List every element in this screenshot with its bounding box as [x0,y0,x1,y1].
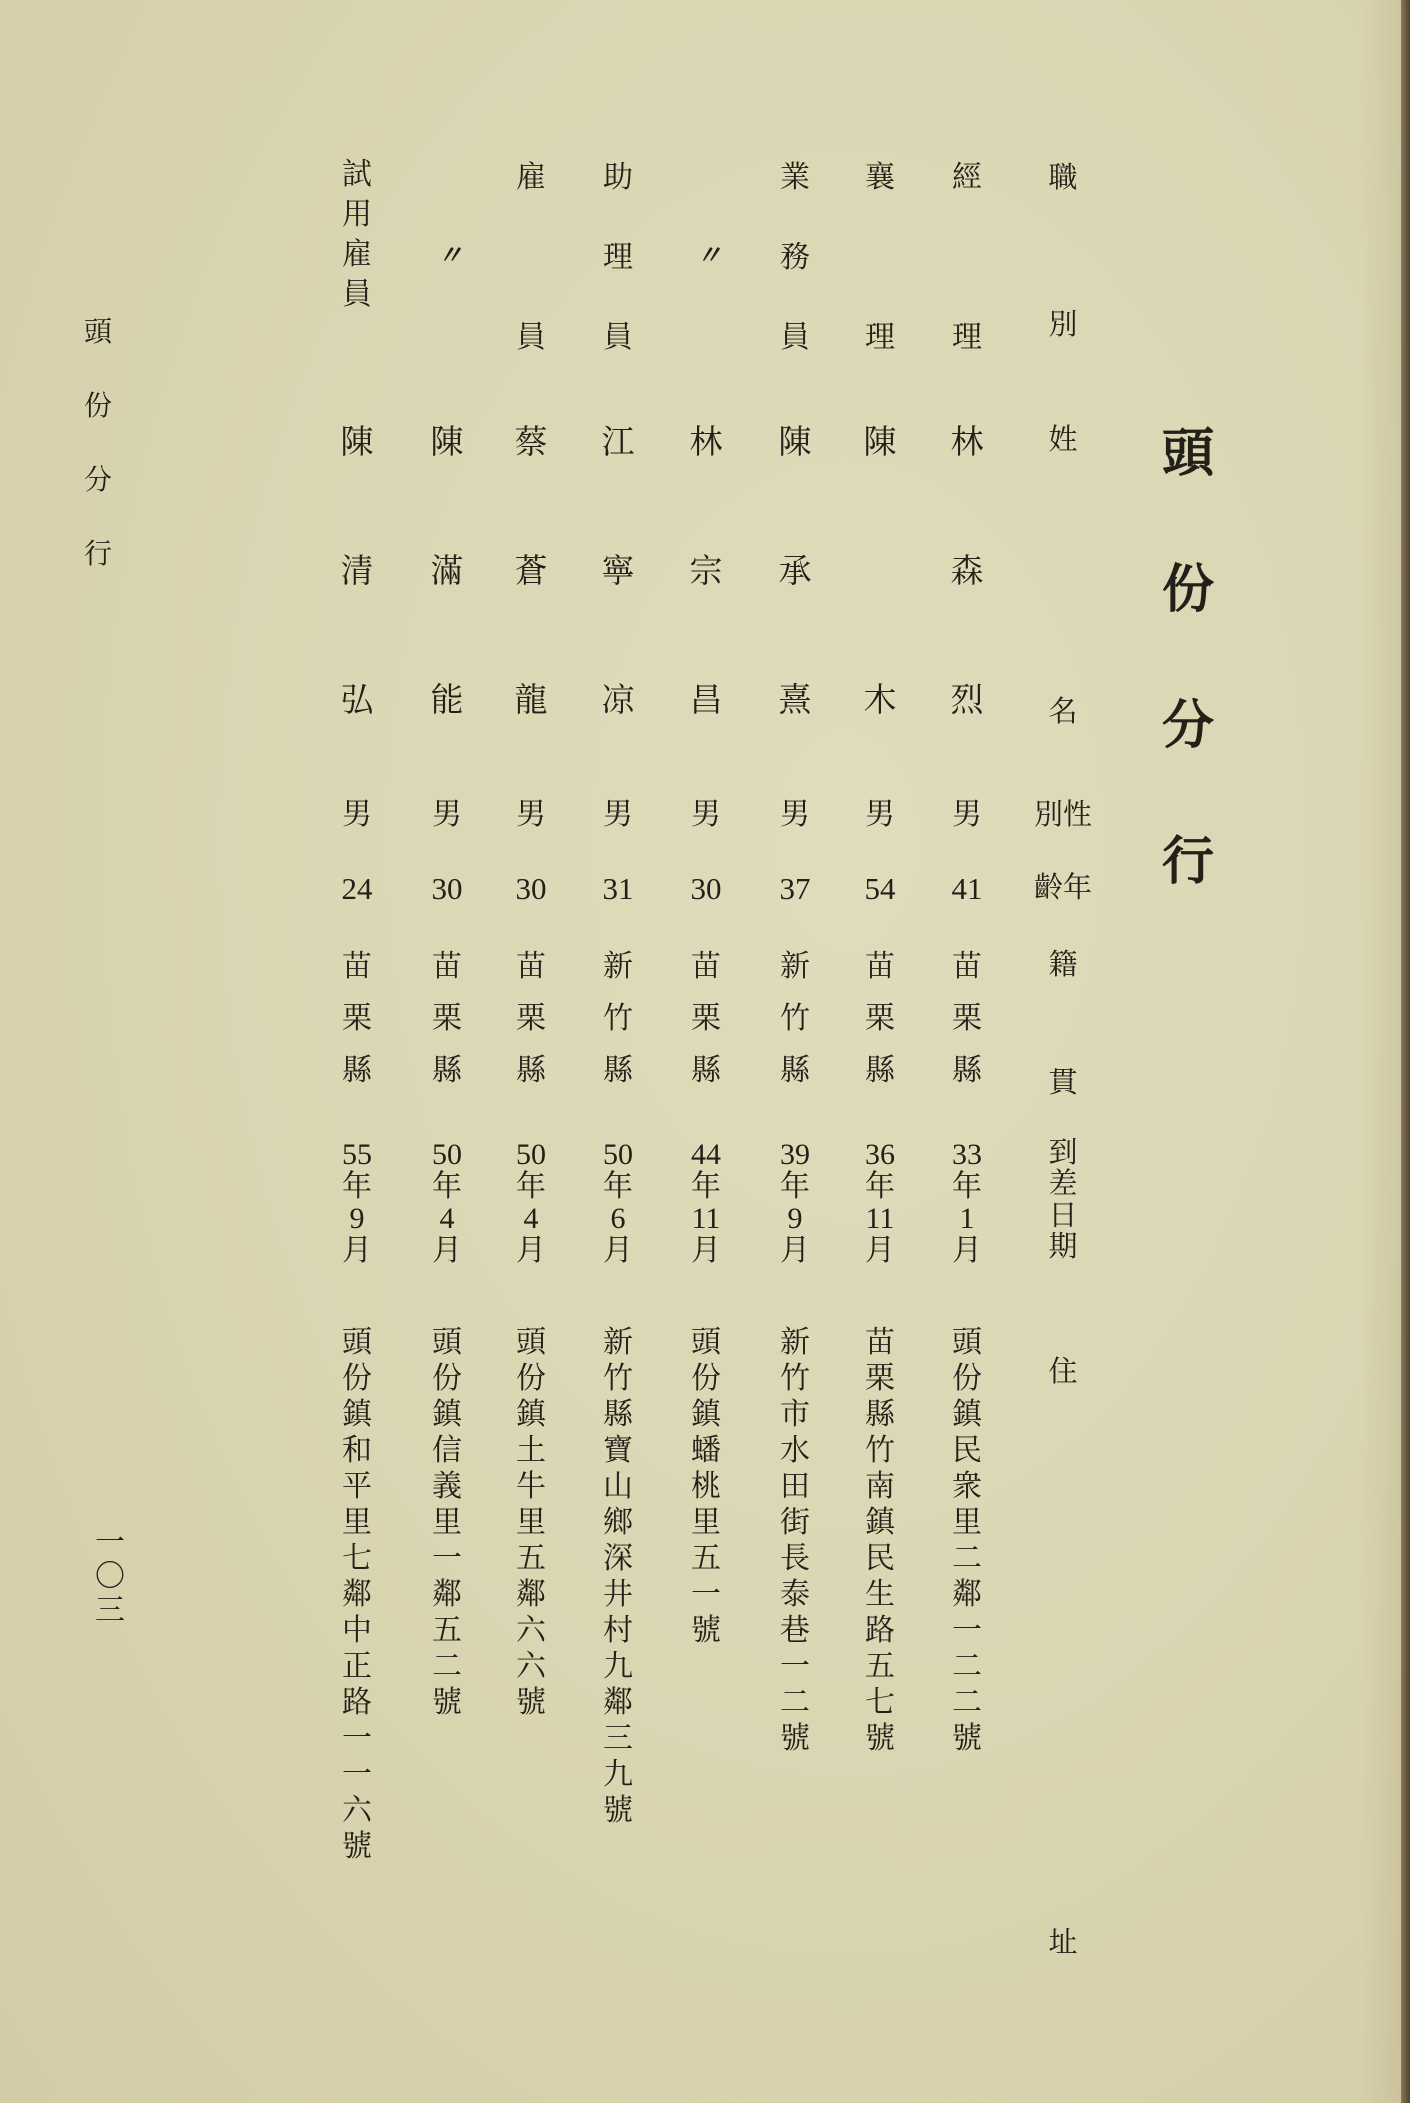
sex [432,800,462,830]
arrival-date-char: 11 [691,1202,721,1235]
address-char: 苗 [865,1325,895,1360]
age-char: 54 [864,871,896,906]
role [780,160,810,403]
arrival-date-char: 36 [865,1138,895,1171]
address-char: 鎮 [691,1397,721,1432]
address-char: 二 [952,1649,982,1684]
sex [603,800,633,830]
address-char: 竹 [865,1433,895,1468]
address-char: 鎮 [432,1397,462,1432]
origin-char: 縣 [780,1053,810,1088]
sex-char: 男 [691,798,721,831]
arrival-date [780,1140,810,1268]
role [952,160,982,403]
address-char: 號 [432,1685,462,1720]
address [432,1325,462,1724]
role [342,157,372,320]
arrival-date [516,1140,546,1268]
page-gutter-shadow [1361,0,1401,2103]
address-char: 蟠 [691,1433,721,1468]
role-char: 員 [342,277,372,312]
address-char: 二 [780,1685,810,1720]
role-char: 理 [952,320,982,355]
address-char: 深 [603,1541,633,1576]
address-char: 正 [342,1649,372,1684]
origin-char: 苗 [516,949,546,984]
arrival-date-char: 月 [780,1234,810,1267]
address-char: 民 [865,1541,895,1576]
address-char: 鄰 [432,1577,462,1612]
header-name-1: 姓 [1048,422,1078,456]
address-char: 水 [780,1433,810,1468]
header-role-2: 別 [1048,307,1078,341]
title-char: 分 [1161,695,1215,756]
address-char: 市 [780,1397,810,1432]
sex [516,800,546,830]
sex-char: 男 [780,798,810,831]
sex [691,800,721,830]
header-name-2: 名 [1048,694,1078,728]
address-char: 里 [952,1505,982,1540]
running-head-char: 頭 [83,315,113,348]
arrival-date-char: 年 [780,1170,810,1203]
role-char: 試 [342,157,372,192]
origin-char: 栗 [691,1001,721,1036]
address [952,1325,982,1760]
arrival-date-char: 9 [349,1202,365,1235]
role-char: 員 [603,320,633,355]
page-number-char: 一 [95,1525,125,1560]
address-char: 鄰 [603,1685,633,1720]
name-char: 弘 [340,680,374,719]
page-title [1161,423,1215,972]
origin-char: 縣 [952,1053,982,1088]
address-char: 三 [603,1721,633,1756]
arrival-date-char: 月 [432,1234,462,1267]
sex-char: 男 [952,798,982,831]
address-char: 竹 [603,1361,633,1396]
title-char: 頭 [1161,423,1215,484]
arrival-date-char: 月 [603,1234,633,1267]
sex [342,800,372,830]
address-char: 南 [865,1469,895,1504]
arrival-date-char: 50 [603,1138,633,1171]
address-char: 路 [342,1685,372,1720]
address-char: 巷 [780,1613,810,1648]
name [689,422,723,812]
arrival-date-char: 月 [342,1234,372,1267]
address [865,1325,895,1760]
address-char: 新 [603,1325,633,1360]
name-char: 熹 [778,680,812,719]
origin-char: 栗 [952,1001,982,1036]
sex [865,800,895,830]
arrival-date-char: 9 [787,1202,803,1235]
origin-char: 苗 [342,949,372,984]
address-char: 五 [865,1649,895,1684]
address-char: 頭 [691,1325,721,1360]
age-char: 24 [341,871,373,906]
address-char: 一 [780,1649,810,1684]
address-char: 路 [865,1613,895,1648]
name-char: 蒼 [514,551,548,590]
arrival-date-char: 月 [516,1234,546,1267]
arrival-date-char: 年 [342,1170,372,1203]
arrival-date-char: 44 [691,1138,721,1171]
address-char: 牛 [516,1469,546,1504]
address-char: 鎮 [516,1397,546,1432]
role-char: 業 [780,160,810,195]
address-char: 號 [342,1829,372,1864]
role [603,160,633,403]
origin [603,949,633,1108]
address-char: 義 [432,1469,462,1504]
address-char: 長 [780,1541,810,1576]
age-char: 30 [431,871,463,906]
address-char: 山 [603,1469,633,1504]
address-char: 一 [432,1541,462,1576]
title-char: 行 [1161,831,1215,892]
arrival-date-char: 6 [610,1202,626,1235]
arrival-date [342,1140,372,1268]
origin-char: 苗 [952,949,982,984]
address-char: 鎮 [952,1397,982,1432]
arrival-date [432,1140,462,1268]
name-char: 陳 [430,422,464,461]
address-char: 頭 [952,1325,982,1360]
address-char: 七 [342,1541,372,1576]
role [432,163,462,399]
arrival-date [952,1140,982,1268]
header-arrival-date: 到 差 日 期 [1048,1135,1078,1263]
age [603,873,634,904]
name [950,422,984,812]
address-char: 信 [432,1433,462,1468]
origin-char: 縣 [432,1053,462,1088]
header-address-2: 址 [1048,1925,1078,1959]
address-char: 平 [342,1469,372,1504]
sex-char: 男 [865,798,895,831]
role-char: 經 [952,160,982,195]
origin-char: 新 [603,949,633,984]
header-origin-1: 籍 [1048,947,1078,981]
name-char: 凉 [601,680,635,719]
role-char: 襄 [865,160,895,195]
name [340,422,374,812]
running-head-char: 分 [83,463,113,496]
age-char: 30 [690,871,722,906]
address-char: 寶 [603,1433,633,1468]
arrival-date [691,1140,721,1268]
title-char: 份 [1161,559,1215,620]
arrival-date-char: 50 [516,1138,546,1171]
name [514,422,548,812]
address-char: 土 [516,1433,546,1468]
address-char: 九 [603,1649,633,1684]
origin-char: 栗 [432,1001,462,1036]
origin-char: 竹 [780,1001,810,1036]
address-char: 六 [516,1613,546,1648]
address-char: 頭 [432,1325,462,1360]
address-char: 一 [342,1757,372,1792]
role-char: 〃 [695,241,716,271]
header-role-1: 職 [1048,160,1078,194]
origin-char: 縣 [342,1053,372,1088]
name-char: 昌 [689,680,723,719]
age-char: 37 [779,871,811,906]
address-char: 泰 [780,1577,810,1612]
address-char: 一 [342,1721,372,1756]
address-char: 街 [780,1505,810,1540]
arrival-date-char: 1 [959,1202,975,1235]
arrival-date-char: 39 [780,1138,810,1171]
address-char: 竹 [780,1361,810,1396]
role-char: 員 [516,320,546,355]
address-char: 民 [952,1433,982,1468]
address-char: 五 [691,1541,721,1576]
arrival-date-char: 年 [603,1170,633,1203]
sex-char: 男 [342,798,372,831]
address-char: 六 [516,1649,546,1684]
origin [432,949,462,1108]
address-char: 田 [780,1469,810,1504]
name-char: 宗 [689,551,723,590]
address-char: 一 [691,1577,721,1612]
name-char: 林 [950,422,984,461]
name-char: 烈 [950,680,984,719]
page-number [95,1525,125,1630]
address-char: 里 [432,1505,462,1540]
role-char: 〃 [436,241,457,271]
name-char: 林 [689,422,723,461]
role [865,160,895,403]
address-char: 井 [603,1577,633,1612]
address [342,1325,372,1868]
header-origin-2: 貫 [1048,1065,1078,1099]
address-char: 里 [516,1505,546,1540]
age [342,873,373,904]
address-char: 里 [691,1505,721,1540]
address-char: 桃 [691,1469,721,1504]
age-char: 30 [515,871,547,906]
age-char: 31 [602,871,634,906]
address-char: 份 [342,1361,372,1396]
name [601,422,635,812]
name-char: 龍 [514,680,548,719]
sex-char: 男 [432,798,462,831]
role-char: 員 [780,320,810,355]
arrival-date-char: 年 [691,1170,721,1203]
address-char: 九 [603,1757,633,1792]
address [603,1325,633,1832]
header-age: 齡年 [1033,870,1093,904]
name-char: 承 [778,551,812,590]
address-char: 頭 [516,1325,546,1360]
address-char: 生 [865,1577,895,1612]
origin [342,949,372,1108]
header-address-1: 住 [1048,1354,1078,1388]
origin-char: 苗 [691,949,721,984]
address-char: 栗 [865,1361,895,1396]
arrival-date-char: 年 [865,1170,895,1203]
origin-char: 竹 [603,1001,633,1036]
address-char: 二 [952,1685,982,1720]
name-char: 能 [430,680,464,719]
arrival-date-char: 月 [691,1234,721,1267]
address-char: 號 [603,1793,633,1828]
role [516,160,546,403]
origin-char: 苗 [865,949,895,984]
age [691,873,722,904]
origin-char: 栗 [342,1001,372,1036]
address-char: 衆 [952,1469,982,1504]
name [863,422,897,812]
role [691,163,721,399]
address-char: 六 [342,1793,372,1828]
address-char: 和 [342,1433,372,1468]
address-char: 鄰 [952,1577,982,1612]
age [780,873,811,904]
origin-char: 栗 [865,1001,895,1036]
origin [865,949,895,1108]
role-char: 助 [603,160,633,195]
name-char: 清 [340,551,374,590]
address-char: 二 [952,1541,982,1576]
name-char: 滿 [430,551,464,590]
arrival-date-char: 50 [432,1138,462,1171]
running-head-char: 行 [83,537,113,570]
address-char: 號 [780,1721,810,1756]
arrival-date-char: 年 [432,1170,462,1203]
name-char: 森 [950,551,984,590]
address-char: 村 [603,1613,633,1648]
arrival-date-char: 4 [439,1202,455,1235]
address-char: 鎮 [865,1505,895,1540]
address-char: 五 [432,1613,462,1648]
arrival-date [865,1140,895,1268]
address-char: 七 [865,1685,895,1720]
arrival-date-char: 年 [516,1170,546,1203]
address-char: 鄰 [516,1577,546,1612]
running-head [83,315,113,614]
role-char: 用 [342,197,372,232]
name-char: 陳 [863,422,897,461]
address-char: 里 [342,1505,372,1540]
name-char: 陳 [340,422,374,461]
address-char: 二 [432,1649,462,1684]
name-char: 江 [601,422,635,461]
name-char: 木 [863,680,897,719]
sex-char: 男 [516,798,546,831]
origin-char: 縣 [691,1053,721,1088]
origin-char: 苗 [432,949,462,984]
sex-char: 男 [603,798,633,831]
address-char: 號 [952,1721,982,1756]
running-head-char: 份 [83,389,113,422]
arrival-date-char: 33 [952,1138,982,1171]
address-char: 份 [432,1361,462,1396]
address-char: 份 [516,1361,546,1396]
address-char: 份 [691,1361,721,1396]
origin-char: 栗 [516,1001,546,1036]
page-number-char: 〇 [95,1559,125,1594]
address-char: 縣 [603,1397,633,1432]
address-char: 份 [952,1361,982,1396]
address-char: 中 [342,1613,372,1648]
address-char: 號 [516,1685,546,1720]
address [691,1325,721,1652]
origin-char: 縣 [865,1053,895,1088]
role-char: 雇 [516,160,546,195]
address [516,1325,546,1724]
page-number-char: 三 [95,1593,125,1628]
address-char: 一 [952,1613,982,1648]
address-char: 號 [865,1721,895,1756]
origin [691,949,721,1108]
origin [780,949,810,1108]
arrival-date-char: 月 [865,1234,895,1267]
header-sex: 別性 [1033,797,1093,831]
address-char: 鄉 [603,1505,633,1540]
age [432,873,463,904]
age [865,873,896,904]
address-char: 鄰 [342,1577,372,1612]
arrival-date [603,1140,633,1268]
arrival-date-char: 11 [865,1202,895,1235]
role-char: 雇 [342,237,372,272]
name [778,422,812,812]
arrival-date-char: 55 [342,1138,372,1171]
page-edge [1401,0,1410,2103]
origin [952,949,982,1108]
name-char: 寧 [601,551,635,590]
arrival-date-char: 4 [523,1202,539,1235]
origin-char: 新 [780,949,810,984]
address-char: 新 [780,1325,810,1360]
address-char: 號 [691,1613,721,1648]
role-char: 理 [603,240,633,275]
name-char: 蔡 [514,422,548,461]
age [516,873,547,904]
role-char: 務 [780,240,810,275]
name [430,422,464,812]
arrival-date-char: 月 [952,1234,982,1267]
address [780,1325,810,1760]
origin [516,949,546,1108]
address-char: 鎮 [342,1397,372,1432]
sex [780,800,810,830]
address-char: 五 [516,1541,546,1576]
address-char: 縣 [865,1397,895,1432]
sex [952,800,982,830]
origin-char: 縣 [516,1053,546,1088]
age-char: 41 [951,871,983,906]
name-char: 陳 [778,422,812,461]
address-char: 頭 [342,1325,372,1360]
age [952,873,983,904]
arrival-date-char: 年 [952,1170,982,1203]
role-char: 理 [865,320,895,355]
origin-char: 縣 [603,1053,633,1088]
